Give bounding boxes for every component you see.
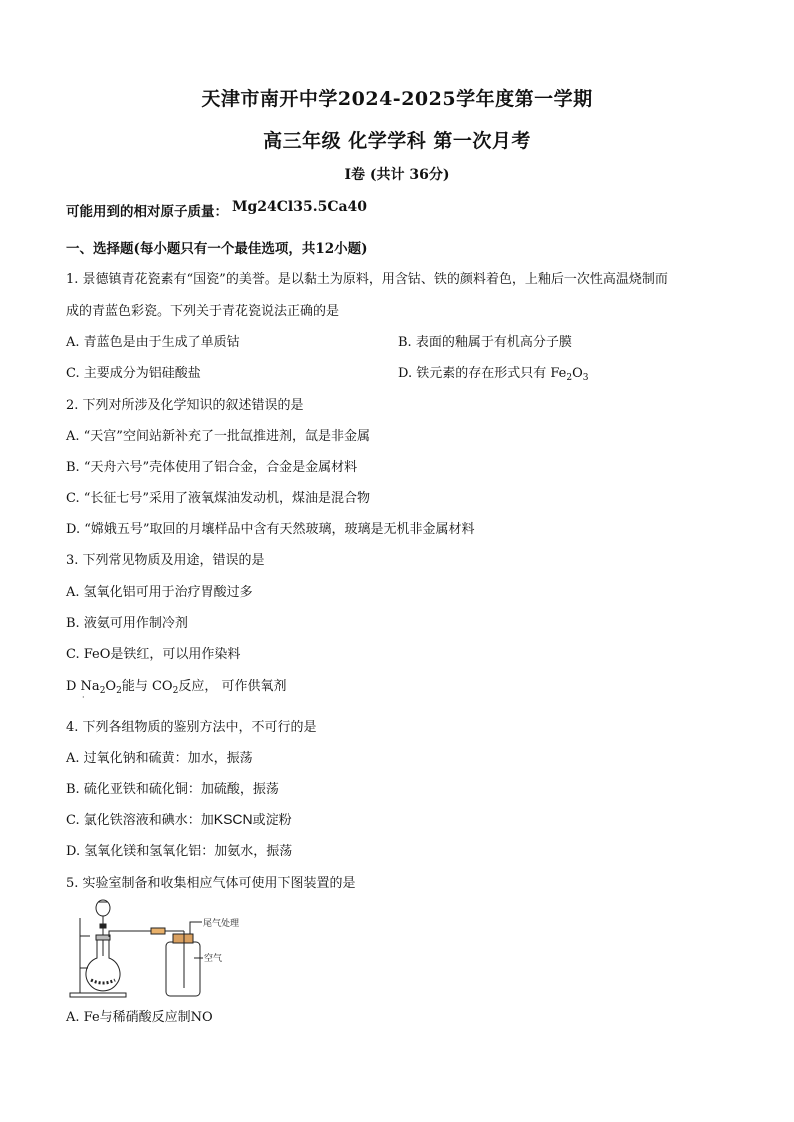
exam-subtitle: 高三年级 化学学科 第一次月考 [263,130,531,152]
q3-option-c: C. FeO是铁红，可以用作染料 [66,647,241,662]
stand-base [70,993,126,997]
q2-option-d: D. “嫦娥五号”取回的月壤样品中含有天然玻璃，玻璃是无机非金属材料 [66,522,475,537]
flask-solid [91,980,115,983]
section-heading: 一、选择题(每小题只有一个最佳选项，共12小题) [66,241,368,257]
q1-stem-line1: 1. 景德镇青花瓷素有“国瓷”的美誉。是以黏土为原料，用含钴、铁的颜料着色，上釉后一次性高温烧制而 [66,272,668,287]
q4-option-c: C. 氯化铁溶液和碘水：加KSCN或淀粉 [66,811,292,828]
q3-option-b: B. 液氨可用作制冷剂 [66,616,188,631]
q2-option-a: A. “天宫”空间站新补充了一批氙推进剂，氙是非金属 [66,429,370,444]
q1-stem-line2: 成的青蓝色彩瓷。下列关于青花瓷说法正确的是 [66,304,340,319]
atomic-mass-line [66,200,367,220]
exam-title: 天津市南开中学2024-2025学年度第一学期 [201,88,593,110]
q4-option-d: D. 氢氧化镁和氢氧化铝：加氨水，振荡 [66,844,293,859]
q2-stem: 2. 下列对所涉及化学知识的叙述错误的是 [66,398,304,413]
q4-option-b: B. 硫化亚铁和硫化铜：加硫酸，振荡 [66,782,279,797]
q1-option-c: C. 主要成分为铝硅酸盐 [66,366,201,381]
q1-option-a: A. 青蓝色是由于生成了单质钴 [66,335,240,350]
flask-stopper [96,935,110,940]
short-outlet-tube [190,922,202,934]
atomic-mass-label: 可能用到的相对原子质量： [66,204,228,220]
q1-option-d: D. 铁元素的存在形式只有 $Fe_2O_3$ [398,366,589,383]
funnel-stopcock [100,924,106,928]
q2-option-c: C. “长征七号”采用了液氧煤油发动机，煤油是混合物 [66,491,371,506]
q1-option-b: B. 表面的釉属于有机高分子膜 [398,335,572,350]
air-label: 空气 [204,954,223,964]
tail-gas-label: 尾气处理 [203,919,240,929]
bottle-stopper [173,934,193,943]
q3-option-a: A. 氢氧化铝可用于治疗胃酸过多 [66,585,253,600]
stray-dot: · [82,693,85,702]
q3-option-d: D $Na_2O_2$能与 $CO_2$反应， 可作供氧剂 [66,679,287,696]
q5-option-a: A. Fe与稀硝酸反应制NO [66,1010,213,1025]
rubber-connector [151,928,165,934]
q5-stem: 5. 实验室制备和收集相应气体可使用下图装置的是 [66,876,356,891]
q4-stem: 4. 下列各组物质的鉴别方法中，不可行的是 [66,720,317,735]
atomic-mass-values: Mg24Cl35.5Ca40 [232,199,368,215]
q3-stem: 3. 下列常见物质及用途，错误的是 [66,553,265,568]
q4-option-a: A. 过氧化钠和硫黄：加水，振荡 [66,751,253,766]
gas-apparatus-diagram [66,898,266,1000]
paper-part-label: I卷 (共计 36分) [344,167,450,183]
collection-bottle [166,942,200,996]
q2-option-b: B. “天舟六号”壳体使用了铝合金，合金是金属材料 [66,460,358,475]
